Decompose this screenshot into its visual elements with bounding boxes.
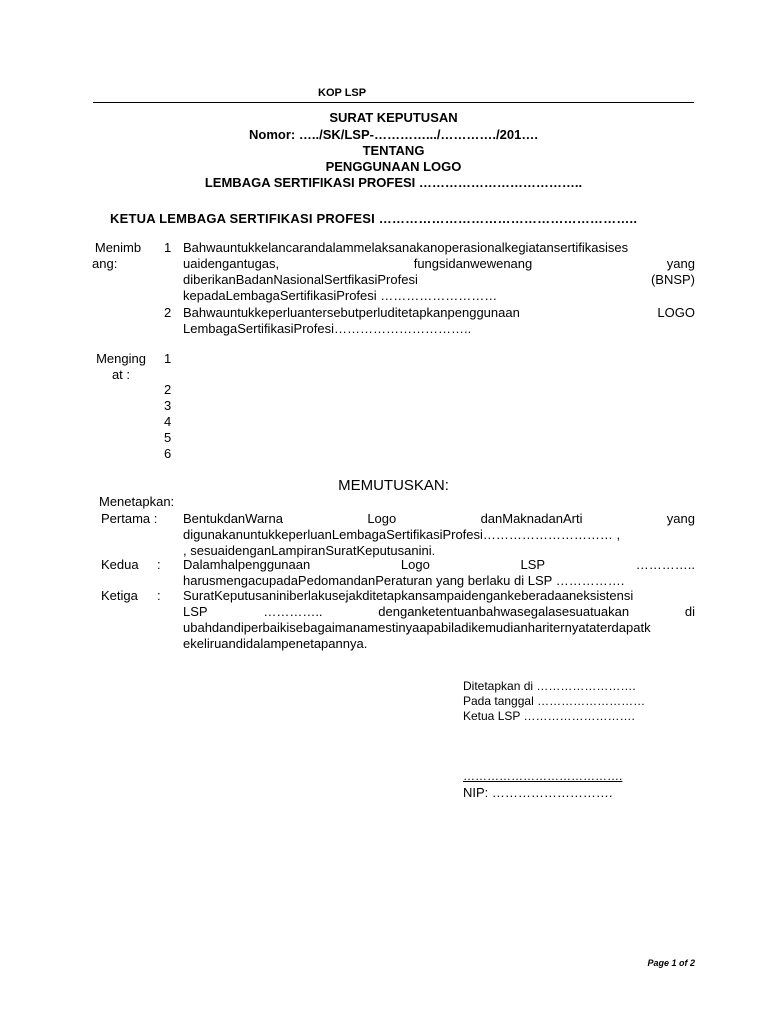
kt-l2a: LSP	[183, 604, 208, 619]
title-nomor: Nomor: …../SK/LSP-………….../…………./201….	[249, 127, 538, 142]
pertama-label: Pertama :	[101, 511, 158, 526]
pertama-line3: , sesuaidenganLampiranSuratKeputusanini.	[183, 543, 436, 558]
header-rule	[93, 102, 694, 103]
mengingat-num-6: 6	[164, 446, 172, 461]
menimbang-num-2: 2	[164, 305, 172, 320]
kedua-line2: harusmengacupadaPedomandanPeraturan yang berlaku di LSP …………….	[183, 573, 625, 588]
ketiga-line1: SuratKeputusaniniberlakusejakditetapkansampaidengankeberadaaneksistensi	[183, 588, 634, 603]
memutuskan-heading: MEMUTUSKAN:	[338, 477, 449, 494]
k-l1a: Dalamhalpenggunaan	[183, 557, 311, 572]
title-lembaga: LEMBAGA SERTIFIKASI PROFESI ………………………………..	[204, 175, 583, 190]
kt-l2c: denganketentuanbahwasegalasesuatuakan	[378, 604, 630, 619]
nip: NIP: ……………………….	[463, 785, 613, 800]
menimbang-label	[89, 240, 147, 272]
p-l1b: Logo	[367, 511, 397, 526]
ketiga-line2	[183, 604, 695, 620]
menimbang-num-1: 1	[164, 240, 172, 255]
ketiga-line4: ekeliruandidalampenetapannya.	[183, 636, 368, 651]
kedua-colon: :	[157, 557, 161, 572]
title-tentang: TENTANG	[362, 143, 425, 158]
ketua-lsp: Ketua LSP ……………………….	[463, 709, 635, 723]
signature-line: ………………………………….	[463, 769, 623, 783]
m1-l2c: yang	[666, 256, 695, 271]
pertama-line2: digunakanuntukkeperluanLembagaSertifikasiProfesi………………………… ,	[183, 527, 621, 542]
m1-l2a: uaidengantugas,	[183, 256, 280, 271]
mengingat-label	[89, 351, 153, 383]
k-l1b: Logo	[400, 557, 430, 572]
mengingat-num-2: 2	[164, 382, 172, 397]
m2-l1a: Bahwauntukkeperluantersebutperluditetapkanpenggunaan	[183, 305, 520, 320]
m2-l1b: LOGO	[657, 305, 695, 320]
mengingat-label-line2: at :	[111, 367, 131, 382]
menimbang-item-2	[183, 305, 695, 337]
menimbang-1-line2	[183, 256, 695, 272]
kedua-label: Kedua	[101, 557, 139, 572]
k-l1d: …………..	[635, 557, 695, 572]
kedua-line1	[183, 557, 695, 573]
ketiga-colon: :	[157, 588, 161, 603]
title-penggunaan-logo: PENGGUNAAN LOGO	[325, 159, 462, 174]
mengingat-num-3: 3	[164, 398, 172, 413]
kt-l2b: …………..	[263, 604, 323, 619]
mengingat-num-5: 5	[164, 430, 172, 445]
mengingat-num-1: 1	[164, 351, 172, 366]
m1-l3a: diberikanBadanNasionalSertfikasiProfesi	[183, 272, 418, 287]
ketua-heading: KETUA LEMBAGA SERTIFIKASI PROFESI …………………………………………………..	[110, 211, 638, 226]
m1-l3b: (BNSP)	[650, 272, 695, 287]
m1-l2b: fungsidanwewenang	[413, 256, 533, 271]
p-l1d: yang	[666, 511, 695, 526]
menimbang-2-line2: LembagaSertifikasiProfesi…………………………..	[183, 321, 472, 336]
menimbang-item-1	[183, 240, 695, 304]
kedua-text	[183, 557, 695, 589]
k-l1c: LSP	[520, 557, 546, 572]
menimbang-2-line1	[183, 305, 695, 321]
title-surat-keputusan: SURAT KEPUTUSAN	[329, 110, 458, 125]
pertama-text	[183, 511, 695, 559]
ketiga-label: Ketiga	[101, 588, 138, 603]
signature-block	[463, 679, 645, 724]
page-number: Page 1 of 2	[647, 958, 695, 968]
ketiga-line3: ubahdandiperbaikisebagaimanamestinyaapabiladikemudianhariternyataterdapatk	[183, 620, 651, 635]
menetapkan-label: Menetapkan:	[99, 494, 175, 509]
menimbang-1-line4: kepadaLembagaSertifikasiProfesi ………………………	[183, 288, 498, 303]
mengingat-label-line1: Menging	[96, 351, 146, 366]
ketiga-text	[183, 588, 695, 652]
mengingat-num-4: 4	[164, 414, 172, 429]
kop-lsp: KOP LSP	[318, 87, 367, 99]
pertama-line1	[183, 511, 695, 527]
ditetapkan-di: Ditetapkan di …………………….	[463, 679, 636, 693]
menimbang-1-line3	[183, 272, 695, 288]
kt-l2d: di	[684, 604, 695, 619]
menimbang-1-line1: Bahwauntukkelancarandalammelaksanakanoperasionalkegiatansertifikasises	[183, 240, 629, 255]
p-l1a: BentukdanWarna	[183, 511, 283, 526]
p-l1c: danMaknadanArti	[480, 511, 583, 526]
menimbang-label-line2: ang:	[92, 256, 118, 271]
pada-tanggal: Pada tanggal ………………………	[463, 694, 646, 708]
menimbang-label-line1: Menimb	[94, 240, 142, 255]
